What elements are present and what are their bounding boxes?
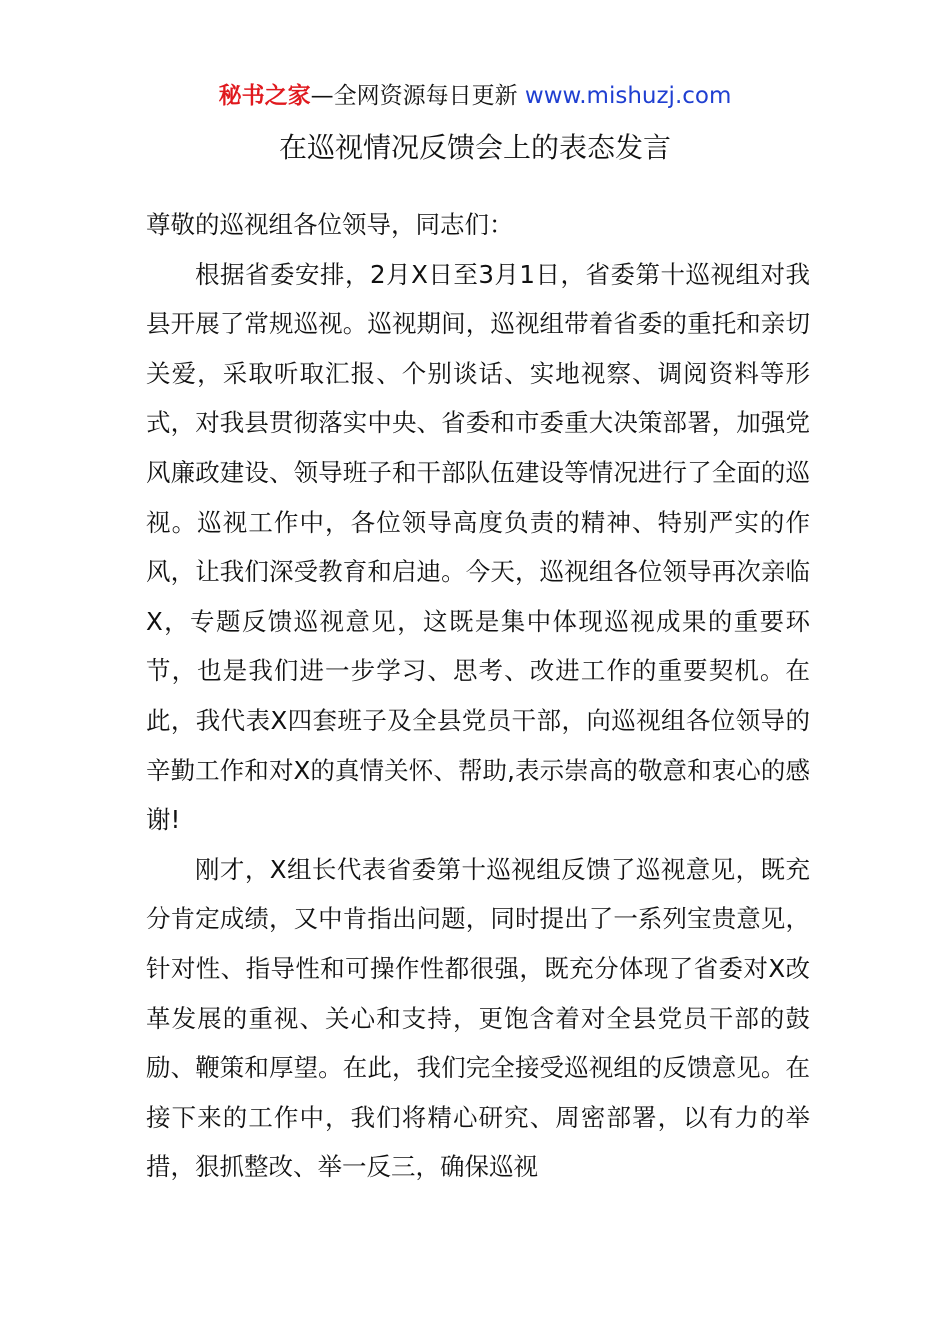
paragraph: 根据省委安排，2月X日至3月1日，省委第十巡视组对我县开展了常规巡视。巡视期间，巡视组带着省委的重托和亲切关爱，采取听取汇报、个别谈话、实地视察、调阅资料等形式，对我县贯彻落实中央、省委和市委重大决策部署，加强党风廉政建设、领导班子和干部队伍建设等情况进行了全面的巡视。巡视工作中，各位领导高度负责的精神、特别严实的作风，让我们深受教育和启迪。今天，巡视组各位领导再次亲临X，专题反馈巡视意见，这既是集中体现巡视成果的重要环节，也是我们进一步学习、思考、改进工作的重要契机。在此，我代表X四套班子及全县党员干部，向巡视组各位领导的辛勤工作和对X的真情关怀、帮助,表示崇高的敬意和衷心的感谢! — [146, 259, 811, 835]
salutation: 尊敬的巡视组各位领导，同志们： — [146, 210, 514, 239]
document-body — [146, 200, 810, 1192]
paragraph: 刚才，X组长代表省委第十巡视组反馈了巡视意见，既充分肯定成绩，又中肯指出问题，同时提出了一系列宝贵意见，针对性、指导性和可操作性都很强，既充分体现了省委对X改革发展的重视、关心和支持，更饱含着对全县党员干部的鼓励、鞭策和厚望。在此，我们完全接受巡视组的反馈意见。在接下来的工作中，我们将精心研究、周密部署，以有力的举措，狠抓整改、举一反三，确保巡视 — [146, 854, 810, 1182]
brand-name: 秘书之家 — [218, 83, 311, 109]
document-title: 在巡视情况反馈会上的表态发言 — [278, 131, 671, 164]
header-tagline: —全网资源每日更新 — [310, 83, 525, 109]
site-header — [0, 80, 950, 112]
website-link[interactable]: www.mishuzj.com — [524, 83, 732, 109]
